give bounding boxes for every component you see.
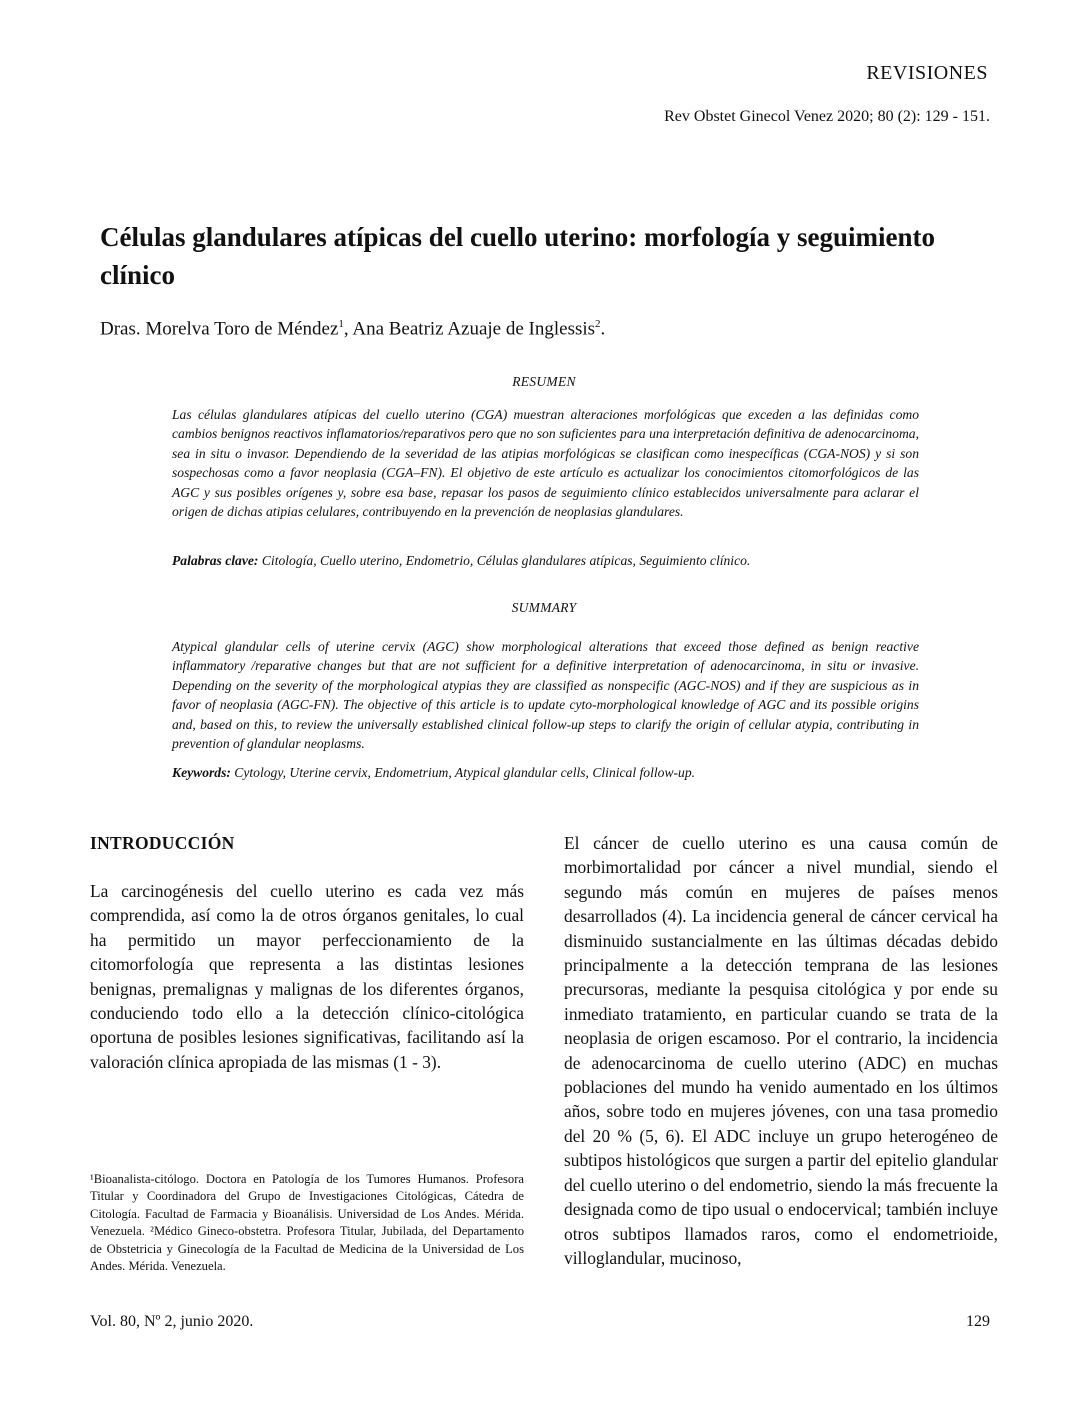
resumen-text: Las células glandulares atípicas del cuello uterino (CGA) muestran alteraciones morfológicas que exceden a las definidas como cambios benignos reactivos inflamatorios/reparativos pero que no son suficientes para una interpretación definitiva de adenocarcinoma, sea in situ o invasor. Dependiendo de la severidad de las atipias morfológicas se clasifican como inespecíficas (CGA-NOS) y si son sospechosas como a favor neoplasia (CGA–FN). El objetivo de este artículo es actualizar los conocimientos citomorfológicos de las AGC y sus posibles orígenes y, sobre esa base, repasar los pasos de seguimiento clínico establecidos universalmente para aclarar el origen de dichas atipias celulares, contribuyendo en la prevención de neoplasias glandulares. <box>172 407 919 520</box>
author-line <box>100 318 605 340</box>
author-affiliation-2: 2 <box>595 318 601 330</box>
summary-heading: SUMMARY <box>511 600 577 615</box>
summary-keywords <box>172 765 919 781</box>
introduction-paragraph: La carcinogénesis del cuello uterino es cada vez más comprendida, así como la de otros órganos genitales, lo cual ha permitido un mayor perfeccionamiento de la citomorfología que representa a las distintas lesiones benignas, premalignas y malignas de los diferentes órganos, conduciendo todo ello a la detección clínico-citológica oportuna de posibles lesiones significativas, facilitando así la valoración clínica apropiada de las mismas (1 - 3). <box>90 881 524 1072</box>
author-name-2: , Ana Beatriz Azuaje de Inglessis <box>343 318 596 340</box>
right-column-paragraph: El cáncer de cuello uterino es una causa común de morbimortalidad por cáncer a nivel mundial, siendo el segundo más común en mujeres de países menos desarrollados (4). La incidencia general de cáncer cervical ha disminuido sustancialmente en las últimas décadas debido principalmente a la detección temprana de las lesiones precursoras, mediante la pesquisa citológica y por ende su inmediato tratamiento, en particular cuando se trata de la neoplasia de origen escamoso. Por el contrario, la incidencia de adenocarcinoma de cuello uterino (ADC) en muchas poblaciones del mundo ha venido aumentado en los últimos años, sobre todo en mujeres jóvenes, con una tasa promedio del 20 % (5, 6). El ADC incluye un grupo heterogéneo de subtipos histológicos que surgen a partir del epitelio glandular del cuello uterino o del endometrio, siendo la más frecuente la designada como de tipo usual o endocervical; también incluye otros subtipos llamados raros, como el endometrioide, villoglandular, mucinoso, <box>564 833 998 1268</box>
summary-text: Atypical glandular cells of uterine cervix (AGC) show morphological alterations that exceed those defined as benign reactive inflammatory /reparative changes but that are not sufficient for a definitive interpretation of adenocarcinoma, in situ or invasive. Depending on the severity of the morphological atypias they are classified as nonspecific (AGC-NOS) and if they are suspicious as in favor of neoplasia (AGC-FN). The objective of this article is to update cyto-morphological knowledge of AGC and its possible origins and, based on this, to review the universally established clinical follow-up steps to clarify the origin of cellular atypia, contributing in prevention of glandular neoplasms. <box>172 639 919 752</box>
section-label: REVISIONES <box>866 62 988 84</box>
author-name-1: Dras. Morelva Toro de Méndez <box>100 318 339 340</box>
resumen-keywords-label: Palabras clave: <box>172 553 259 568</box>
author-line-end: . <box>600 318 606 340</box>
page-number: 129 <box>966 1313 990 1330</box>
footer-issue: Vol. 80, Nº 2, junio 2020. <box>90 1313 254 1330</box>
article-title: Células glandulares atípicas del cuello uterino: morfología y seguimiento clínico <box>100 222 935 290</box>
resumen-keywords-list: Citología, Cuello uterino, Endometrio, Células glandulares atípicas, Seguimiento clínico. <box>258 553 751 568</box>
journal-citation: Rev Obstet Ginecol Venez 2020; 80 (2): 129 - 151. <box>664 108 990 125</box>
affiliation-footnote: ¹Bioanalista-citólogo. Doctora en Patología de los Tumores Humanos. Profesora Titular y Coordinadora del Grupo de Investigaciones Citológicas, Cátedra de Citología. Facultad de Farmacia y Bioanálisis. Universidad de Los Andes. Mérida. Venezuela. ²Médico Gineco-obstetra. Profesora Titular, Jubilada, del Departamento de Obstetricia y Ginecología de la Facultad de Medicina de la Universidad de Los Andes. Mérida. Venezuela. <box>90 1172 524 1274</box>
resumen-heading: RESUMEN <box>512 374 576 389</box>
introduction-heading: INTRODUCCIÓN <box>90 833 235 853</box>
summary-keywords-label: Keywords: <box>172 765 231 780</box>
author-affiliation-1: 1 <box>338 318 344 330</box>
resumen-keywords <box>172 553 919 569</box>
summary-keywords-list: Cytology, Uterine cervix, Endometrium, Atypical glandular cells, Clinical follow-up. <box>230 765 696 780</box>
